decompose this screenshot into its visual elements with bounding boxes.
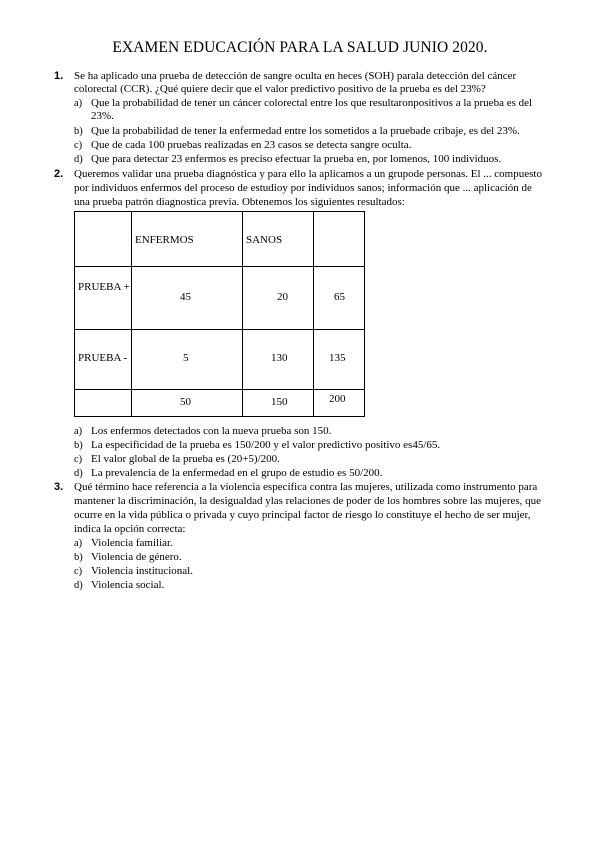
results-table <box>74 211 365 417</box>
option-text: Que para detectar 23 enfermos es preciso efectuar la prueba en, por lomenos, 100 individuos. <box>91 153 502 165</box>
table-cell: 5 <box>132 330 243 390</box>
table-row <box>75 390 365 417</box>
option-text: La especificidad de la prueba es 150/200 y el valor predictivo positivo es45/65. <box>91 439 441 451</box>
option-text: Que la probabilidad de tener la enfermedad entre los sometidos a la pruebade cribaje, es del 23%. <box>91 125 520 137</box>
table-cell: 150 <box>243 390 314 417</box>
row-header-prueba-positiva: PRUEBA + <box>78 281 130 293</box>
option-letter: b) <box>74 552 83 563</box>
option-letter: a) <box>74 538 83 549</box>
question-text-line: Se ha aplicado una prueba de detección de sangre oculta en heces (SOH) parala detección del cáncer <box>74 70 517 82</box>
table-cell: 130 <box>243 330 314 390</box>
table-cell <box>75 390 132 417</box>
option-letter: c) <box>74 566 83 577</box>
question-number: 1. <box>54 70 64 82</box>
option-text: Que de cada 100 pruebas realizadas en 23 casos se detecta sangre oculta. <box>91 139 412 151</box>
table-row <box>75 330 365 390</box>
option-text: Violencia institucional. <box>91 565 193 577</box>
question-number: 3. <box>54 481 64 493</box>
table-cell: 45 <box>132 267 243 330</box>
option-letter: d) <box>74 154 83 165</box>
option-text: Violencia familiar. <box>91 537 173 549</box>
question-text-line: por individuos enfermos del proceso de estudioy por individuos sanos; información que ... aplicación de <box>74 182 532 194</box>
column-header-enfermos: ENFERMOS <box>135 234 194 246</box>
table-cell <box>314 212 365 267</box>
table-cell: 65 <box>314 267 365 330</box>
table-cell: 50 <box>132 390 243 417</box>
row-header-prueba-negativa: PRUEBA - <box>78 352 128 364</box>
option-letter: a) <box>74 98 83 109</box>
option-text: Violencia social. <box>91 579 165 591</box>
option-letter: c) <box>74 140 83 151</box>
question-text-line: indica la opción correcta: <box>74 523 186 535</box>
table-cell <box>75 267 132 330</box>
question-text-line: mantener la discriminación, la desigualdad ylas relaciones de poder de los hombres sobre las mujeres, que <box>74 495 542 507</box>
question-text-line: Qué término hace referencia a la violencia específica contra las mujeres, utilizada como instrumento para <box>74 481 538 493</box>
table-cell: 135 <box>314 330 365 390</box>
table-row <box>75 212 365 267</box>
option-letter: a) <box>74 426 83 437</box>
option-text: La prevalencia de la enfermedad en el grupo de estudio es 50/200. <box>91 467 383 479</box>
question-text-line: Queremos validar una prueba diagnóstica y para ello la aplicamos a un grupode personas. El ... compuesto <box>74 168 542 180</box>
option-text: Los enfermos detectados con la nueva prueba son 150. <box>91 425 332 437</box>
table-row <box>75 267 365 330</box>
option-letter: d) <box>74 580 83 591</box>
table-cell <box>75 330 132 390</box>
option-letter: b) <box>74 440 83 451</box>
option-text: Violencia de género. <box>91 551 182 563</box>
table-cell: 20 <box>243 267 314 330</box>
question-text-line: colorectal (CCR). ¿Qué quiere decir que el valor predictivo positivo de la prueba es del 23%? <box>74 83 486 95</box>
table-cell: 200 <box>314 390 365 417</box>
option-text: El valor global de la prueba es (20+5)/200. <box>91 453 280 465</box>
question-text-line: ocurre en la vida pública o privada y cuyo principal factor de riesgo lo constituye el hecho de ser mujer, <box>74 509 531 521</box>
question-number: 2. <box>54 168 64 180</box>
table-cell <box>243 212 314 267</box>
page-title: EXAMEN EDUCACIÓN PARA LA SALUD JUNIO 2020. <box>112 39 488 56</box>
table-cell <box>75 212 132 267</box>
question-text-line: una prueba patrón diagnostica previa. Obtenemos los siguientes resultados: <box>74 196 405 208</box>
option-letter: c) <box>74 454 83 465</box>
column-header-sanos: SANOS <box>246 234 283 246</box>
option-letter: b) <box>74 126 83 137</box>
table-cell <box>132 212 243 267</box>
option-letter: d) <box>74 468 83 479</box>
option-text: 23%. <box>91 110 114 122</box>
option-text: Que la probabilidad de tener un cáncer colorectal entre los que resultaronpositivos a la prueba es del <box>91 97 533 109</box>
